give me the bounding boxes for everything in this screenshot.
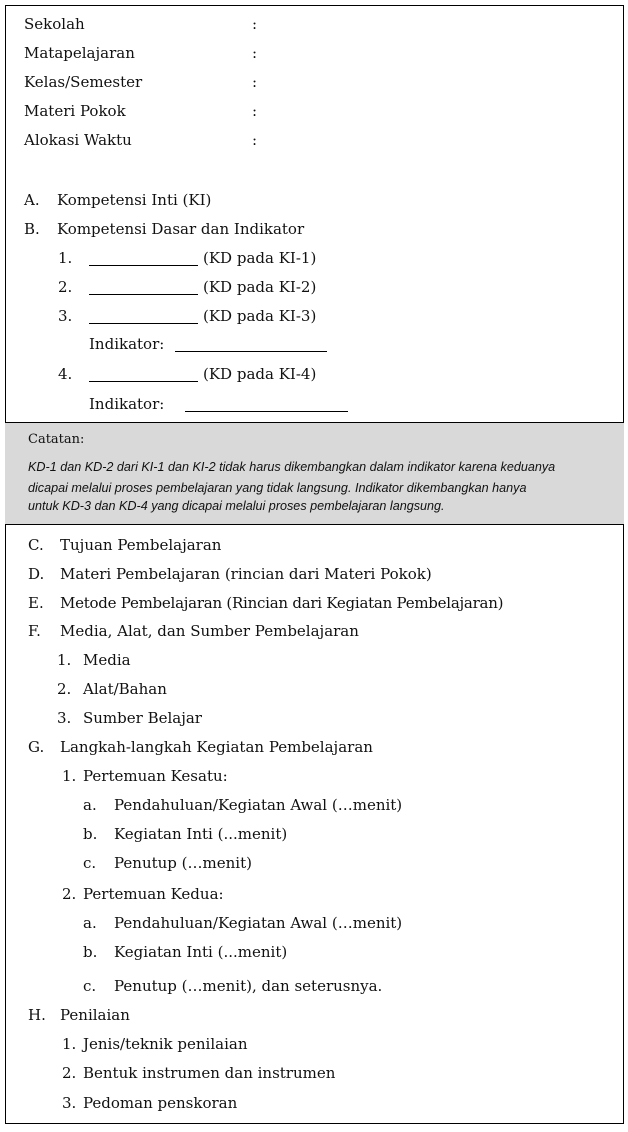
section-heading: Media, Alat, dan Sumber Pembelajaran — [60, 622, 359, 640]
step-letter: b. — [83, 943, 98, 961]
step-text: Kegiatan Inti (...menit) — [114, 943, 288, 961]
kd-label: (KD pada KI-2) — [203, 278, 317, 296]
list-number: 3. — [62, 1094, 77, 1112]
list-number: 3. — [57, 709, 72, 727]
meeting-number: 1. — [62, 767, 77, 785]
field-label: Matapelajaran — [24, 44, 135, 62]
field-colon: : — [252, 44, 258, 62]
list-item: Jenis/teknik penilaian — [83, 1035, 248, 1053]
step-text: Penutup (…menit), dan seterusnya. — [114, 977, 383, 995]
kd-label: (KD pada KI-1) — [203, 249, 317, 267]
meeting-title: Pertemuan Kesatu: — [83, 767, 228, 785]
list-number: 1. — [57, 651, 72, 669]
step-letter: b. — [83, 825, 98, 843]
note-line: dicapai melalui proses pembelajaran yang tidak langsung. Indikator dikembangkan hanya — [28, 481, 527, 495]
note-title: Catatan: — [28, 432, 85, 447]
step-text: Penutup (…menit) — [114, 854, 252, 872]
field-label: Sekolah — [24, 15, 85, 33]
list-item: Bentuk instrumen dan instrumen — [83, 1064, 336, 1082]
section-heading: Materi Pembelajaran (rincian dari Materi Pokok) — [60, 565, 432, 583]
section-letter: D. — [28, 565, 45, 583]
section-heading: Kompetensi Inti (KI) — [57, 191, 212, 209]
kd-blank-line — [89, 381, 198, 382]
step-text: Kegiatan Inti (...menit) — [114, 825, 288, 843]
field-colon: : — [252, 15, 258, 33]
indicator-label: Indikator: — [89, 395, 165, 413]
note-line: untuk KD-3 dan KD-4 yang dicapai melalui proses pembelajaran langsung. — [28, 499, 445, 513]
list-item: Sumber Belajar — [83, 709, 202, 727]
section-heading: Tujuan Pembelajaran — [60, 536, 222, 554]
list-number: 2. — [57, 680, 72, 698]
indicator-blank-line — [175, 351, 327, 352]
kd-label: (KD pada KI-4) — [203, 365, 317, 383]
step-letter: a. — [83, 796, 97, 814]
step-text: Pendahuluan/Kegiatan Awal (…menit) — [114, 914, 403, 932]
kd-number: 2. — [58, 278, 73, 296]
kd-blank-line — [89, 294, 198, 295]
kd-label: (KD pada KI-3) — [203, 307, 317, 325]
step-text: Pendahuluan/Kegiatan Awal (…menit) — [114, 796, 403, 814]
kd-blank-line — [89, 323, 198, 324]
section-letter: C. — [28, 536, 44, 554]
kd-blank-line — [89, 265, 198, 266]
field-label: Materi Pokok — [24, 102, 126, 120]
step-letter: a. — [83, 914, 97, 932]
indicator-label: Indikator: — [89, 335, 165, 353]
list-number: 1. — [62, 1035, 77, 1053]
note-line: KD-1 dan KD-2 dari KI-1 dan KI-2 tidak harus dikembangkan dalam indikator karena keduanya — [28, 460, 556, 474]
list-item: Media — [83, 651, 131, 669]
field-colon: : — [252, 131, 258, 149]
list-item: Alat/Bahan — [83, 680, 167, 698]
field-colon: : — [252, 73, 258, 91]
field-label: Alokasi Waktu — [24, 131, 132, 149]
section-letter: F. — [28, 622, 41, 640]
indicator-blank-line — [185, 411, 348, 412]
meeting-number: 2. — [62, 885, 77, 903]
section-heading: Metode Pembelajaran (Rincian dari Kegiatan Pembelajaran) — [60, 594, 504, 612]
step-letter: c. — [83, 854, 97, 872]
section-letter: G. — [28, 738, 45, 756]
field-colon: : — [252, 102, 258, 120]
section-heading: Kompetensi Dasar dan Indikator — [57, 220, 305, 238]
list-number: 2. — [62, 1064, 77, 1082]
section-letter: E. — [28, 594, 44, 612]
list-item: Pedoman penskoran — [83, 1094, 238, 1112]
field-label: Kelas/Semester — [24, 73, 143, 91]
kd-number: 4. — [58, 365, 73, 383]
kd-number: 3. — [58, 307, 73, 325]
meeting-title: Pertemuan Kedua: — [83, 885, 224, 903]
section-letter: A. — [24, 191, 40, 209]
section-heading: Penilaian — [60, 1006, 130, 1024]
section-letter: H. — [28, 1006, 46, 1024]
section-heading: Langkah-langkah Kegiatan Pembelajaran — [60, 738, 373, 756]
kd-number: 1. — [58, 249, 73, 267]
section-letter: B. — [24, 220, 40, 238]
step-letter: c. — [83, 977, 97, 995]
